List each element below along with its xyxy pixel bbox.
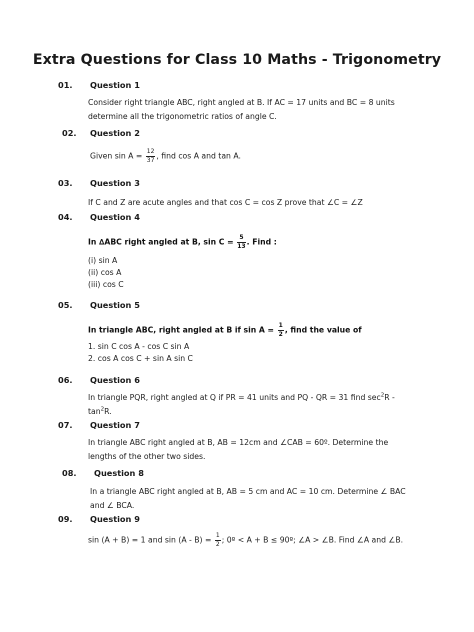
question-statement: [88, 234, 418, 251]
question-7-body: [88, 436, 418, 463]
question-8-heading: [62, 468, 144, 478]
fraction-denominator: 13: [237, 243, 246, 250]
question-5-heading: [58, 300, 140, 310]
question-number: 02.: [62, 128, 77, 138]
question-number: 07.: [58, 420, 73, 430]
question-2-heading: [62, 128, 140, 138]
question-4-body: [88, 234, 418, 291]
question-5-body: [88, 322, 418, 365]
question-label: Question 1: [90, 80, 140, 90]
question-label: Question 2: [90, 128, 140, 138]
sub-question: (i) sin A: [88, 256, 118, 265]
question-7-heading: [58, 420, 140, 430]
sub-question: (iii) cos C: [88, 280, 124, 289]
superscript: 2: [380, 392, 385, 399]
question-4-heading: [58, 212, 140, 222]
question-number: 08.: [62, 468, 77, 478]
question-number: 04.: [58, 212, 73, 222]
question-text-line: and ∠ BCA.: [90, 500, 135, 510]
question-label: Question 8: [94, 468, 144, 478]
question-text: R.: [104, 406, 112, 416]
fraction-numerator: 5: [237, 234, 245, 243]
question-text: ; 0º < A + B ≤ 90º; ∠A > ∠B. Find ∠A and ∠B.: [221, 535, 404, 545]
question-text: , find cos A and tan A.: [156, 151, 241, 161]
fraction: [237, 234, 245, 251]
question-number: 03.: [58, 178, 73, 188]
question-label: Question 7: [90, 420, 140, 430]
question-number: 06.: [58, 375, 73, 385]
question-statement: [88, 322, 418, 339]
question-text: In ∆ABC right angled at B, sin C =: [88, 237, 234, 247]
question-label: Question 9: [90, 514, 140, 524]
question-text-line: If C and Z are acute angles and that cos C = cos Z prove that ∠C = ∠Z: [88, 198, 363, 207]
fraction: [278, 322, 284, 339]
question-3-body: [88, 196, 418, 210]
sub-question-list: [88, 341, 418, 365]
question-8-body: [90, 485, 420, 512]
question-text-line: In a triangle ABC right angled at B, AB = 5 cm and AC = 10 cm. Determine ∠ BAC: [90, 487, 406, 496]
question-text: , find the value of: [284, 325, 362, 335]
question-text-line: Consider right triangle ABC, right angled at B. If AC = 17 units and BC = 8 units: [88, 98, 395, 107]
question-text-line: [88, 391, 418, 405]
question-text: . Find :: [246, 237, 277, 247]
question-label: Question 6: [90, 375, 140, 385]
fraction-numerator: 12: [146, 148, 155, 155]
fraction-denominator: 37: [146, 157, 155, 164]
sub-question-list: [88, 255, 418, 291]
sub-question: 2. cos A cos C + sin A sin C: [88, 354, 193, 363]
question-9-body: [88, 532, 428, 549]
question-number: 09.: [58, 514, 73, 524]
fraction: [146, 148, 156, 165]
sub-question: (ii) cos A: [88, 268, 122, 277]
question-1-body: [88, 96, 418, 123]
question-text-line: determine all the trigonometric ratios of angle C.: [88, 111, 277, 121]
question-1-heading: [58, 80, 140, 90]
question-text-line: In triangle ABC right angled at B, AB = 12cm and ∠CAB = 60º. Determine the: [88, 438, 389, 447]
question-9-heading: [58, 514, 140, 524]
fraction-numerator: 1: [215, 532, 220, 539]
superscript: 2: [100, 405, 105, 412]
question-label: Question 5: [90, 300, 140, 310]
question-text-line: [88, 405, 418, 419]
question-text: sin (A + B) = 1 and sin (A - B) =: [88, 535, 212, 545]
page-title: Extra Questions for Class 10 Maths - Trigonometry: [32, 52, 442, 68]
question-label: Question 4: [90, 212, 140, 222]
fraction-denominator: 2: [215, 541, 220, 548]
sub-question: 1. sin C cos A - cos C sin A: [88, 342, 190, 351]
question-6-heading: [58, 375, 140, 385]
question-text-line: lengths of the other two sides.: [88, 451, 206, 461]
question-label: Question 3: [90, 178, 140, 188]
question-text: Given sin A =: [90, 151, 143, 161]
question-number: 01.: [58, 80, 73, 90]
question-text: In triangle ABC, right angled at B if sin A =: [88, 325, 274, 335]
question-2-body: [90, 148, 420, 165]
question-text: tan: [88, 406, 101, 416]
question-text: R -: [384, 393, 395, 402]
question-3-heading: [58, 178, 140, 188]
question-6-body: [88, 391, 418, 418]
fraction: [215, 532, 221, 549]
question-text: In triangle PQR, right angled at Q if PR = 41 units and PQ - QR = 31 find sec: [88, 393, 381, 402]
question-number: 05.: [58, 300, 73, 310]
fraction-numerator: 1: [278, 322, 283, 329]
fraction-denominator: 2: [278, 331, 283, 338]
